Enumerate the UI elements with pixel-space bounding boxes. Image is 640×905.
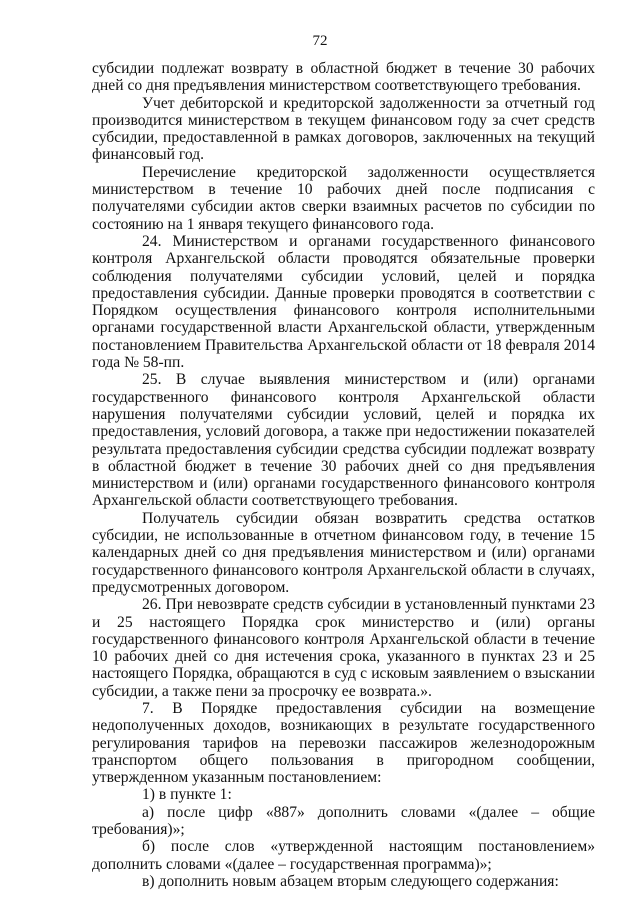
paragraph-item-24: 24. Министерством и органами государственного финансового контроля Архангельской области проводятся обязательные проверки соблюдения получателями субсидии условий, целей и порядка предоставления субсидии. Данные проверки проводятся в соответствии с Порядком осуществления финансового контроля исполнительными органами государственной власти Архангельской области, утвержденным постановлением Правительства Архангельской области от 18 февраля 2014 года № 58-пп. [92,232,595,372]
subitem-b: б) после слов «утвержденной настоящим постановлением» дополнить словами «(далее – государственная программа)»; [92,838,595,873]
subitem-a: а) после цифр «887» дополнить словами «(далее – общие требования)»; [92,803,595,839]
page-number: 72 [312,33,328,49]
paragraph-return-remainders: Получатель субсидии обязан возвратить средства остатков субсидии, не использованные в отчетном финансовом году, в течение 15 календарных дней со дня предъявления министерством и (или) органами государственного финансового контроля Архангельской области в случаях, предусмотренных договором. [92,509,595,596]
paragraph-item-7: 7. В Порядке предоставления субсидии на возмещение недополученных доходов, возникающих в результате государственного регулирования тарифов на перевозки пассажиров железнодорожным транспортом общего пользования в пригородном сообщении, утвержденном указанным постановлением: [92,699,595,787]
paragraph-item-26: 26. При невозврате средств субсидии в установленный пунктами 23 и 25 настоящего Порядка срок министерство и (или) органы государственного финансового контроля Архангельской области в течение 10 рабочих дней со дня истечения срока, указанного в пунктах 23 и 25 настоящего Порядка, обращаются в суд с исковым заявлением о взыскании субсидии, а также пени за просрочку ее возврата.». [92,596,595,700]
paragraph-receivables: Учет дебиторской и кредиторской задолженности за отчетный год производится министерством в текущем финансовом году за счет средств субсидии, предоставленной в рамках договоров, заключенных на текущий финансовый год. [92,94,595,164]
subitem-1: 1) в пункте 1: [142,786,232,804]
paragraph-payables-transfer: Перечисление кредиторской задолженности осуществляется министерством в течение 10 рабочих дней после подписания с получателями субсидии актов сверки взаимных расчетов по субсидии по состоянию на 1 января текущего финансового года. [92,163,595,233]
document-body [92,60,595,890]
paragraph-item-25: 25. В случае выявления министерством и (или) органами государственного финансового контроля Архангельской области нарушения получателями субсидии условий, целей и порядка их предоставления, условий договора, а также при недостижении показателей результата предоставления субсидии средства субсидии подлежат возврату в областной бюджет в течение 30 рабочих дней со дня предъявления министерством и (или) органами государственного финансового контроля Архангельской области соответствующего требования. [92,371,595,510]
subitem-v: в) дополнить новым абзацем вторым следующего содержания: [142,872,559,890]
paragraph-continuation: субсидии подлежат возврату в областной бюджет в течение 30 рабочих дней со дня предъявления министерством соответствующего требования. [92,60,595,95]
